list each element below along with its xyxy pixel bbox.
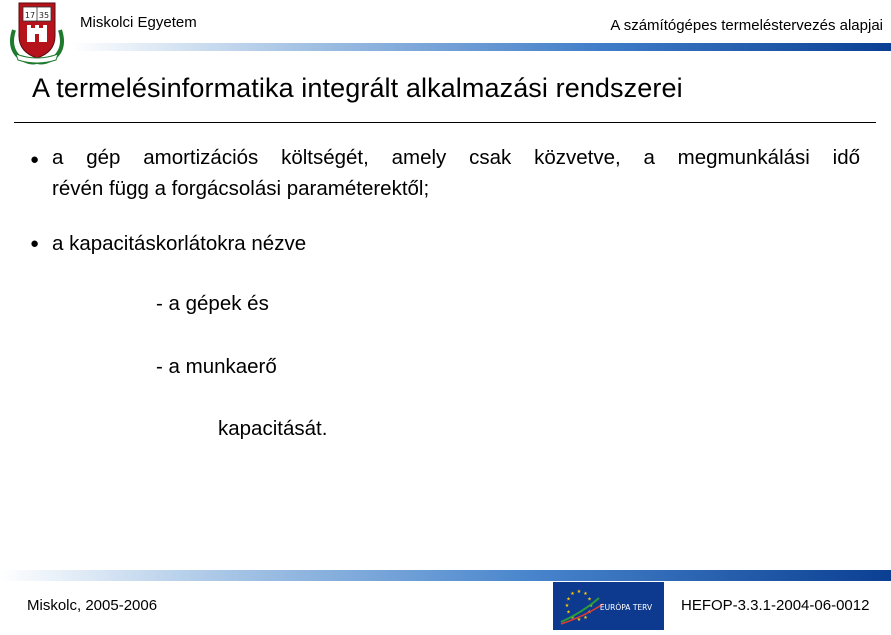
sub-item-machines: - a gépek és	[156, 292, 269, 315]
svg-text:★: ★	[576, 617, 582, 623]
course-name: A számítógépes termeléstervezés alapjai	[610, 17, 883, 34]
footer-gradient-bar	[0, 570, 891, 581]
header-gradient-bar	[70, 43, 891, 51]
footer-project-code: HEFOP-3.3.1-2004-06-0012	[681, 597, 870, 614]
svg-text:35: 35	[38, 11, 50, 20]
bullet-dot-icon: ●	[30, 151, 40, 168]
eu-logo-text: EURÓPA TERV	[599, 603, 653, 612]
sub-item-workforce: - a munkaerő	[156, 355, 277, 378]
svg-text:★: ★	[564, 603, 570, 609]
svg-text:★: ★	[583, 591, 588, 597]
svg-text:★: ★	[566, 596, 571, 603]
svg-text:★: ★	[583, 615, 588, 621]
footer-location-year: Miskolc, 2005-2006	[27, 597, 158, 614]
institution-name: Miskolci Egyetem	[80, 14, 197, 31]
svg-text:★: ★	[566, 609, 571, 616]
university-crest-icon	[6, 0, 68, 66]
svg-text:17: 17	[24, 11, 36, 20]
eu-flag-icon	[553, 582, 664, 630]
bullet-2-text: a kapacitáskorlátokra nézve	[52, 232, 307, 255]
bullet-dot-icon: ●	[30, 235, 40, 252]
svg-text:★: ★	[587, 609, 592, 616]
svg-text:★: ★	[570, 615, 575, 621]
svg-text:★: ★	[587, 596, 592, 603]
bullet-item-2	[30, 229, 306, 258]
svg-text:★: ★	[570, 591, 575, 597]
title-divider	[14, 122, 876, 123]
continuation-text: kapacitását.	[218, 417, 328, 440]
bullet-1-line-1: a gép amortizációs költségét, amely csak közvetve, a megmunkálási idő	[52, 146, 860, 169]
svg-text:★: ★	[576, 589, 582, 595]
bullet-1-line-2: révén függ a forgácsolási paraméterektől;	[52, 177, 430, 200]
bullet-item-1	[30, 143, 860, 203]
slide-title: A termelésinformatika integrált alkalmazási rendszerei	[32, 73, 683, 103]
svg-text:★: ★	[588, 603, 594, 609]
